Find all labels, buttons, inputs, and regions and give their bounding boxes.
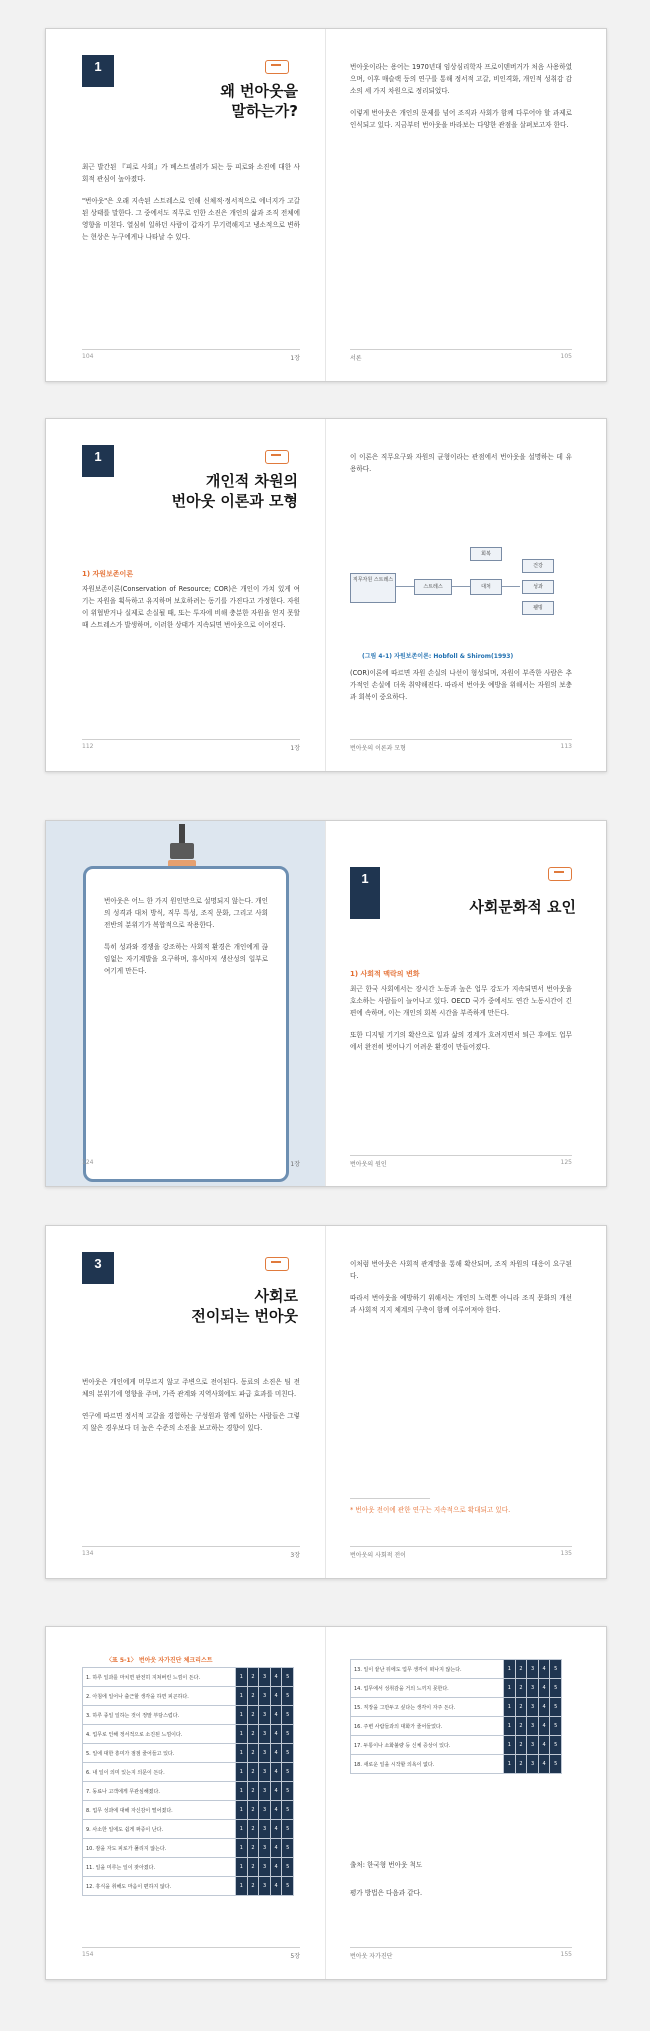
table-title: 〈표 5-1〉 번아웃 자가진단 체크리스트 bbox=[106, 1657, 213, 1664]
body-text: 최근 한국 사회에서는 장시간 노동과 높은 업무 강도가 지속되면서 번아웃을 호소하는 사람들이 늘어나고 있다. OECD 국가 중에서도 연간 노동시간이 긴 편에 속하며, 이는 개인의 회복 시간을 부족하게 만든다. 또한 디지털 기기의 확산으로 일과 삶의 경계가 흐려지면서 퇴근 후에도 업무에서 완전히 벗어나기 어려운 환경이 만들어졌다. bbox=[350, 985, 572, 1051]
scale-cell[interactable]: 1 bbox=[504, 1679, 516, 1698]
diagram-node: 웰빙 bbox=[522, 601, 554, 615]
scale-cell[interactable]: 4 bbox=[270, 1668, 282, 1687]
plug-icon bbox=[170, 843, 194, 859]
scale-cell[interactable]: 3 bbox=[259, 1744, 271, 1763]
book-spread-1 bbox=[45, 28, 607, 382]
footer-rule bbox=[350, 1546, 572, 1547]
scale-cell[interactable]: 1 bbox=[236, 1706, 248, 1725]
figure-caption: (그림 4-1) 자원보존이론: Hobfoll & Shirom(1993) bbox=[362, 653, 514, 660]
scale-cell[interactable]: 5 bbox=[282, 1687, 294, 1706]
scale-cell[interactable]: 3 bbox=[527, 1698, 539, 1717]
right-page bbox=[326, 29, 606, 381]
scale-cell[interactable]: 5 bbox=[550, 1717, 562, 1736]
scale-cell[interactable]: 5 bbox=[282, 1839, 294, 1858]
scale-cell[interactable]: 4 bbox=[270, 1706, 282, 1725]
scale-cell[interactable]: 3 bbox=[259, 1668, 271, 1687]
question-cell: 12. 휴식을 취해도 마음이 편하지 않다. bbox=[83, 1877, 236, 1896]
chapter-icon bbox=[265, 1257, 289, 1271]
section-heading: 1) 사회적 맥락의 변화 bbox=[350, 970, 420, 978]
scale-cell[interactable]: 3 bbox=[527, 1660, 539, 1679]
table-row bbox=[83, 1744, 294, 1763]
scale-cell[interactable]: 5 bbox=[282, 1668, 294, 1687]
scale-cell[interactable]: 4 bbox=[270, 1763, 282, 1782]
running-footer: 3장 bbox=[290, 1552, 300, 1559]
question-cell: 6. 내 일이 의미 있는지 의문이 든다. bbox=[83, 1763, 236, 1782]
scale-cell[interactable]: 1 bbox=[236, 1763, 248, 1782]
cor-diagram bbox=[350, 541, 572, 641]
chapter-icon bbox=[265, 60, 289, 74]
question-cell: 4. 업무로 인해 정서적으로 소진된 느낌이다. bbox=[83, 1725, 236, 1744]
body-text: 평가 방법은 다음과 같다. bbox=[350, 1889, 423, 1897]
question-cell: 3. 하루 종일 일하는 것이 정말 부담스럽다. bbox=[83, 1706, 236, 1725]
footer-rule bbox=[350, 1947, 572, 1948]
table-row bbox=[83, 1839, 294, 1858]
scale-cell[interactable]: 1 bbox=[236, 1744, 248, 1763]
question-cell: 17. 두통이나 소화불량 등 신체 증상이 있다. bbox=[351, 1736, 504, 1755]
chapter-badge: 1 bbox=[82, 55, 114, 87]
plug-cable-icon bbox=[179, 824, 185, 844]
scale-cell[interactable]: 3 bbox=[527, 1679, 539, 1698]
running-footer: 1장 bbox=[290, 355, 300, 362]
scale-cell[interactable]: 2 bbox=[247, 1763, 259, 1782]
body-text: 자원보존이론(Conservation of Resource; COR)은 개인이 가치 있게 여기는 자원을 획득하고 유지하며 보호하려는 동기를 가진다고 가정한다. 자원이 위협받거나 실제로 손실될 때, 또는 투자에 비해 충분한 자원을 얻지 못할 때 스트레스가 발생하며, 이러한 상태가 지속되면 번아웃으로 이어진다. bbox=[82, 585, 300, 629]
table-row bbox=[83, 1763, 294, 1782]
page-number: 154 bbox=[82, 1951, 94, 1958]
chapter-title: 사회로 전이되는 번아웃 bbox=[191, 1287, 298, 1325]
question-cell: 9. 사소한 일에도 쉽게 짜증이 난다. bbox=[83, 1820, 236, 1839]
scale-cell[interactable]: 2 bbox=[247, 1782, 259, 1801]
table-row bbox=[351, 1698, 562, 1717]
table-row bbox=[351, 1717, 562, 1736]
running-footer: 번아웃 자가진단 bbox=[350, 1953, 393, 1960]
scale-cell[interactable]: 1 bbox=[236, 1877, 248, 1896]
scale-cell[interactable]: 3 bbox=[259, 1839, 271, 1858]
scale-cell[interactable]: 1 bbox=[504, 1736, 516, 1755]
body-text: 최근 발간된 『피로 사회』가 베스트셀러가 되는 등 피로와 소진에 대한 사회적 관심이 높아졌다. "번아웃"은 오래 지속된 스트레스로 인해 신체적·정서적으로 에너지가 고갈된 상태를 말한다. 그 중에서도 직무로 인한 소진은 개인의 삶과 조직 전체에 영향을 미친다. 열심히 일하던 사람이 갑자기 무기력해지고 냉소적으로 변하는 현상은 누구에게나 나타날 수 있다. bbox=[82, 163, 300, 241]
scale-cell[interactable]: 4 bbox=[270, 1839, 282, 1858]
chapter-badge: 1 bbox=[350, 867, 380, 919]
chapter-title: 개인적 차원의 번아웃 이론과 모형 bbox=[171, 472, 298, 510]
scale-cell[interactable]: 2 bbox=[247, 1706, 259, 1725]
quote-card bbox=[83, 866, 289, 1182]
scale-cell[interactable]: 3 bbox=[259, 1820, 271, 1839]
table-row bbox=[83, 1668, 294, 1687]
diagram-node: 건강 bbox=[522, 559, 554, 573]
diagram-node: 직무자원 스트레스 bbox=[350, 573, 396, 603]
scale-cell[interactable]: 4 bbox=[538, 1660, 550, 1679]
scale-cell[interactable]: 2 bbox=[515, 1660, 527, 1679]
running-footer: 5장 bbox=[290, 1953, 300, 1960]
scale-cell[interactable]: 4 bbox=[270, 1687, 282, 1706]
right-page bbox=[326, 821, 606, 1186]
scale-cell[interactable]: 5 bbox=[282, 1858, 294, 1877]
scale-cell[interactable]: 2 bbox=[247, 1839, 259, 1858]
scale-cell[interactable]: 3 bbox=[527, 1755, 539, 1774]
scale-cell[interactable]: 5 bbox=[282, 1820, 294, 1839]
page-number: 112 bbox=[82, 743, 94, 750]
scale-cell[interactable]: 4 bbox=[270, 1744, 282, 1763]
table-row bbox=[83, 1858, 294, 1877]
footnote: * 번아웃 전이에 관한 연구는 지속적으로 확대되고 있다. bbox=[350, 1506, 511, 1514]
scale-cell[interactable]: 2 bbox=[515, 1736, 527, 1755]
running-footer: 번아웃의 이론과 모형 bbox=[350, 745, 406, 752]
body-text: 이 이론은 직무요구와 자원의 균형이라는 관점에서 번아웃을 설명하는 데 유용하다. bbox=[350, 453, 572, 473]
section-heading: 1) 자원보존이론 bbox=[82, 570, 134, 578]
question-cell: 10. 잠을 자도 피로가 풀리지 않는다. bbox=[83, 1839, 236, 1858]
card-text: 번아웃은 어느 한 가지 원인만으로 설명되지 않는다. 개인의 성격과 대처 방식, 직무 특성, 조직 문화, 그리고 사회 전반의 분위기가 복합적으로 작용한다. 특히 성과와 경쟁을 강조하는 사회적 환경은 개인에게 끊임없는 자기계발을 요구하며, 휴식마저 생산성의 일부로 여기게 만든다. bbox=[104, 897, 268, 975]
body-text: 번아웃은 개인에게 머무르지 않고 주변으로 전이된다. 동료의 소진은 팀 전체의 분위기에 영향을 주며, 가족 관계와 지역사회에도 파급 효과를 미친다. 연구에 따르면 정서적 고갈을 경험하는 구성원과 함께 일하는 사람들은 그렇지 않은 경우보다 더 높은 수준의 소진을 보고하는 경향이 있다. bbox=[82, 1378, 300, 1432]
table-row bbox=[351, 1755, 562, 1774]
scale-cell[interactable]: 1 bbox=[236, 1782, 248, 1801]
scale-cell[interactable]: 3 bbox=[259, 1782, 271, 1801]
scale-cell[interactable]: 2 bbox=[247, 1744, 259, 1763]
scale-cell[interactable]: 2 bbox=[247, 1725, 259, 1744]
body-text: 이처럼 번아웃은 사회적 관계망을 통해 확산되며, 조직 차원의 대응이 요구된다. 따라서 번아웃을 예방하기 위해서는 개인의 노력뿐 아니라 조직 문화의 개선과 사회적 지지 체계의 구축이 함께 이루어져야 한다. bbox=[350, 1260, 572, 1314]
scale-cell[interactable]: 3 bbox=[259, 1763, 271, 1782]
scale-cell[interactable]: 4 bbox=[538, 1755, 550, 1774]
scale-cell[interactable]: 4 bbox=[538, 1679, 550, 1698]
body-text: (COR)이론에 따르면 자원 손실의 나선이 형성되며, 자원이 부족한 사람은 추가적인 손실에 더욱 취약해진다. 따라서 번아웃 예방을 위해서는 자원의 보충과 회복이 중요하다. bbox=[350, 669, 572, 701]
page-number: 134 bbox=[82, 1550, 94, 1557]
scale-cell[interactable]: 5 bbox=[282, 1725, 294, 1744]
scale-cell[interactable]: 5 bbox=[550, 1755, 562, 1774]
table-row bbox=[351, 1679, 562, 1698]
left-page bbox=[46, 29, 326, 381]
scale-cell[interactable]: 5 bbox=[550, 1660, 562, 1679]
body-text: 번아웃이라는 용어는 1970년대 임상심리학자 프로이덴버거가 처음 사용하였으며, 이후 매슬랙 등의 연구를 통해 정서적 고갈, 비인격화, 개인적 성취감 감소의 세 가지 차원으로 정리되었다. 이렇게 번아웃은 개인의 문제를 넘어 조직과 사회가 함께 다루어야 할 과제로 인식되고 있다. 지금부터 번아웃을 바라보는 다양한 관점을 살펴보고자 한다. bbox=[350, 63, 572, 129]
scale-cell[interactable]: 1 bbox=[504, 1660, 516, 1679]
scale-cell[interactable]: 1 bbox=[504, 1755, 516, 1774]
checklist-table bbox=[350, 1659, 562, 1774]
diagram-node: 성과 bbox=[522, 580, 554, 594]
running-footer: 1장 bbox=[290, 1161, 300, 1168]
scale-cell[interactable]: 5 bbox=[282, 1763, 294, 1782]
diagram-arrow bbox=[396, 586, 414, 587]
table-row bbox=[83, 1782, 294, 1801]
scale-cell[interactable]: 4 bbox=[538, 1717, 550, 1736]
chapter-icon bbox=[548, 867, 572, 881]
scale-cell[interactable]: 4 bbox=[538, 1736, 550, 1755]
chapter-badge: 3 bbox=[82, 1252, 114, 1284]
scale-cell[interactable]: 1 bbox=[236, 1687, 248, 1706]
book-spread-3 bbox=[45, 820, 607, 1187]
scale-cell[interactable]: 2 bbox=[247, 1668, 259, 1687]
scale-cell[interactable]: 4 bbox=[270, 1820, 282, 1839]
footer-rule bbox=[82, 739, 300, 740]
table-row bbox=[83, 1877, 294, 1896]
footer-rule bbox=[350, 349, 572, 350]
scale-cell[interactable]: 3 bbox=[527, 1736, 539, 1755]
scale-cell[interactable]: 1 bbox=[236, 1820, 248, 1839]
table-row bbox=[83, 1820, 294, 1839]
page-number: 105 bbox=[560, 353, 572, 360]
diagram-node: 대처 bbox=[470, 579, 502, 595]
footer-rule bbox=[350, 739, 572, 740]
question-cell: 1. 하루 일과를 마치면 완전히 지쳐버린 느낌이 든다. bbox=[83, 1668, 236, 1687]
right-page bbox=[326, 1627, 606, 1979]
scale-cell[interactable]: 2 bbox=[515, 1698, 527, 1717]
running-footer: 1장 bbox=[290, 745, 300, 752]
question-cell: 13. 일이 끝난 뒤에도 업무 생각이 떠나지 않는다. bbox=[351, 1660, 504, 1679]
running-footer: 번아웃의 원인 bbox=[350, 1161, 387, 1168]
scale-cell[interactable]: 5 bbox=[550, 1679, 562, 1698]
scale-cell[interactable]: 2 bbox=[247, 1801, 259, 1820]
footer-rule bbox=[350, 1155, 572, 1156]
note-rule bbox=[350, 1498, 430, 1499]
scale-cell[interactable]: 1 bbox=[236, 1801, 248, 1820]
chapter-icon bbox=[265, 450, 289, 464]
left-page bbox=[46, 821, 326, 1186]
page-number: 104 bbox=[82, 353, 94, 360]
footer-rule bbox=[82, 1947, 300, 1948]
scale-cell[interactable]: 4 bbox=[270, 1801, 282, 1820]
chapter-title: 왜 번아웃을 말하는가? bbox=[220, 82, 298, 120]
page-number: 124 bbox=[82, 1159, 94, 1166]
right-page bbox=[326, 419, 606, 771]
right-page bbox=[326, 1226, 606, 1578]
page-number: 135 bbox=[560, 1550, 572, 1557]
scale-cell[interactable]: 5 bbox=[282, 1782, 294, 1801]
chapter-badge: 1 bbox=[82, 445, 114, 477]
question-cell: 8. 업무 성과에 대해 자신감이 떨어졌다. bbox=[83, 1801, 236, 1820]
table-row bbox=[83, 1687, 294, 1706]
scale-cell[interactable]: 3 bbox=[259, 1801, 271, 1820]
scale-cell[interactable]: 2 bbox=[247, 1877, 259, 1896]
page-number: 155 bbox=[560, 1951, 572, 1958]
scale-cell[interactable]: 2 bbox=[247, 1687, 259, 1706]
scale-cell[interactable]: 1 bbox=[236, 1668, 248, 1687]
scale-cell[interactable]: 3 bbox=[259, 1725, 271, 1744]
scale-cell[interactable]: 4 bbox=[270, 1782, 282, 1801]
table-row bbox=[351, 1660, 562, 1679]
question-cell: 2. 아침에 일어나 출근할 생각을 하면 피곤하다. bbox=[83, 1687, 236, 1706]
scale-cell[interactable]: 1 bbox=[236, 1858, 248, 1877]
question-cell: 16. 주변 사람들과의 대화가 줄어들었다. bbox=[351, 1717, 504, 1736]
book-spread-4 bbox=[45, 1225, 607, 1579]
question-cell: 5. 일에 대한 흥미가 점점 줄어들고 있다. bbox=[83, 1744, 236, 1763]
diagram-node: 회복 bbox=[470, 547, 502, 561]
diagram-node: 스트레스 bbox=[414, 579, 452, 595]
question-cell: 11. 일을 미루는 일이 잦아졌다. bbox=[83, 1858, 236, 1877]
left-page bbox=[46, 1226, 326, 1578]
page-number: 113 bbox=[560, 743, 572, 750]
table-row bbox=[83, 1801, 294, 1820]
scale-cell[interactable]: 5 bbox=[282, 1801, 294, 1820]
scale-cell[interactable]: 3 bbox=[259, 1687, 271, 1706]
table-source: 출처: 한국형 번아웃 척도 bbox=[350, 1861, 423, 1869]
footer-rule bbox=[82, 1546, 300, 1547]
diagram-arrow bbox=[452, 586, 470, 587]
scale-cell[interactable]: 2 bbox=[515, 1717, 527, 1736]
checklist-table bbox=[82, 1667, 294, 1896]
table-row bbox=[83, 1706, 294, 1725]
page-number: 125 bbox=[560, 1159, 572, 1166]
scale-cell[interactable]: 5 bbox=[550, 1736, 562, 1755]
scale-cell[interactable]: 3 bbox=[527, 1717, 539, 1736]
scale-cell[interactable]: 5 bbox=[550, 1698, 562, 1717]
scale-cell[interactable]: 1 bbox=[236, 1839, 248, 1858]
scale-cell[interactable]: 3 bbox=[259, 1858, 271, 1877]
diagram-arrow bbox=[502, 586, 520, 587]
question-cell: 7. 동료나 고객에게 무관심해졌다. bbox=[83, 1782, 236, 1801]
running-footer: 서론 bbox=[350, 355, 362, 362]
footer-rule bbox=[82, 349, 300, 350]
scale-cell[interactable]: 4 bbox=[270, 1725, 282, 1744]
question-cell: 18. 새로운 일을 시작할 의욕이 없다. bbox=[351, 1755, 504, 1774]
table-row bbox=[351, 1736, 562, 1755]
scale-cell[interactable]: 4 bbox=[270, 1858, 282, 1877]
scale-cell[interactable]: 2 bbox=[247, 1820, 259, 1839]
scale-cell[interactable]: 1 bbox=[504, 1717, 516, 1736]
scale-cell[interactable]: 1 bbox=[504, 1698, 516, 1717]
scale-cell[interactable]: 4 bbox=[538, 1698, 550, 1717]
scale-cell[interactable]: 4 bbox=[270, 1877, 282, 1896]
running-footer: 번아웃의 사회적 전이 bbox=[350, 1552, 406, 1559]
scale-cell[interactable]: 5 bbox=[282, 1706, 294, 1725]
chapter-title: 사회문화적 요인 bbox=[469, 898, 576, 916]
left-page bbox=[46, 419, 326, 771]
scale-cell[interactable]: 1 bbox=[236, 1725, 248, 1744]
table-row bbox=[83, 1725, 294, 1744]
left-page bbox=[46, 1627, 326, 1979]
scale-cell[interactable]: 3 bbox=[259, 1877, 271, 1896]
book-spread-5 bbox=[45, 1626, 607, 1980]
question-cell: 15. 직장을 그만두고 싶다는 생각이 자주 든다. bbox=[351, 1698, 504, 1717]
scale-cell[interactable]: 3 bbox=[259, 1706, 271, 1725]
scale-cell[interactable]: 2 bbox=[515, 1755, 527, 1774]
scale-cell[interactable]: 2 bbox=[515, 1679, 527, 1698]
scale-cell[interactable]: 5 bbox=[282, 1877, 294, 1896]
scale-cell[interactable]: 2 bbox=[247, 1858, 259, 1877]
question-cell: 14. 업무에서 성취감을 거의 느끼지 못한다. bbox=[351, 1679, 504, 1698]
book-spread-2 bbox=[45, 418, 607, 772]
scale-cell[interactable]: 5 bbox=[282, 1744, 294, 1763]
